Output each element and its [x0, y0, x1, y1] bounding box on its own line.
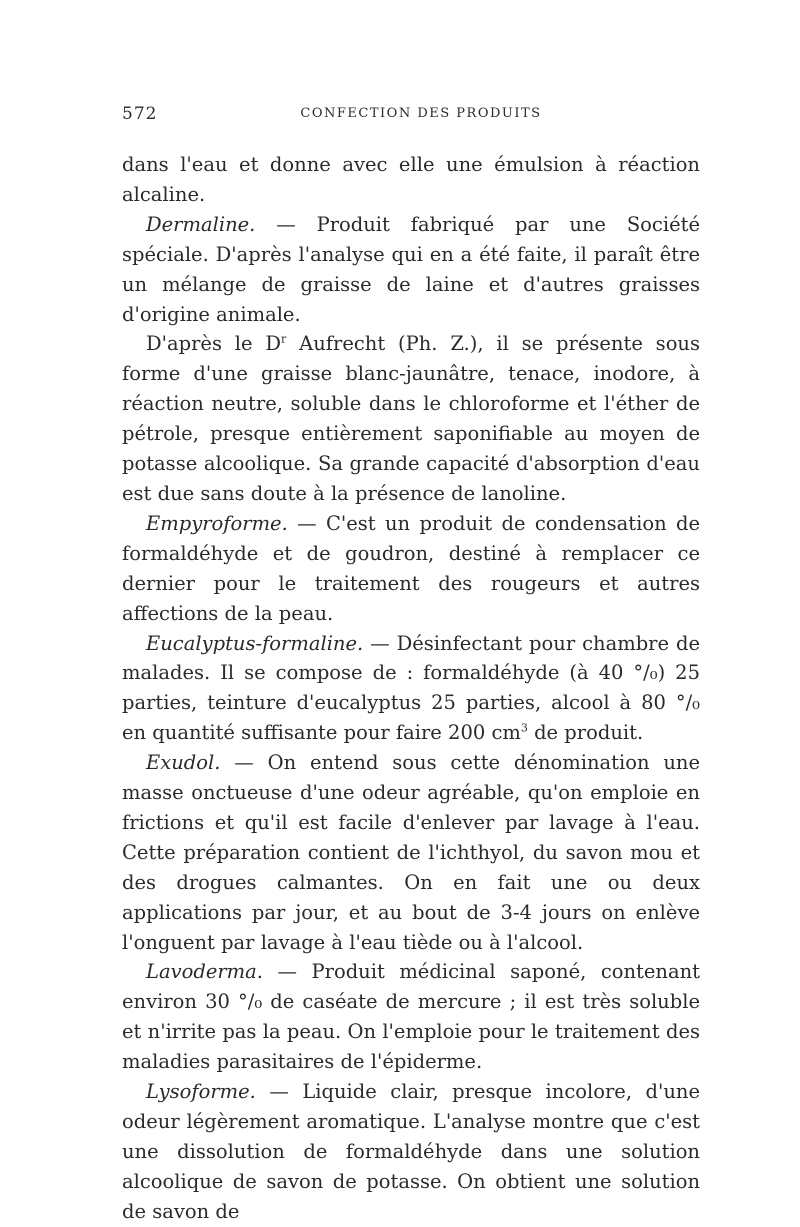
- entry-text: — Produit médicinal saponé, contenant environ 30 °/₀ de caséate de mercure ; il est très soluble et n'irrite pas la peau. On l'emploie pour le traitement des maladies parasitaires de l'épiderme.: [122, 960, 700, 1074]
- paragraph-text: dans l'eau et donne avec elle une émulsion à réaction alcaline.: [122, 153, 700, 206]
- entry-empyroforme: [122, 509, 700, 629]
- running-head: CONFECTION DES PRODUITS: [300, 106, 542, 121]
- entry-text: — C'est un produit de condensation de formaldéhyde et de goudron, destiné à remplacer ce dernier pour le traitement des rougeurs et autres affections de la peau.: [122, 511, 700, 625]
- page-number: 572: [122, 104, 158, 124]
- body-text: [122, 150, 700, 1227]
- superscript: r: [281, 332, 287, 346]
- paragraph-text: D'après le D: [146, 332, 282, 356]
- book-page: [122, 104, 700, 1227]
- paragraph-aufrecht: [122, 329, 700, 508]
- entry-dermaline: [122, 210, 700, 330]
- entry-eucalyptus-formaline: [122, 629, 700, 749]
- entry-term: Empyroforme.: [146, 511, 288, 535]
- superscript: 3: [520, 721, 528, 735]
- entry-text: — Produit fabriqué par une Société spéciale. D'après l'analyse qui en a été faite, il paraît être un mélange de graisse de laine et d'autres graisses d'origine animale.: [122, 212, 700, 326]
- entry-term: Lavoderma.: [146, 960, 263, 984]
- entry-text-cont: de produit.: [527, 721, 644, 745]
- entry-text: — Désinfectant pour chambre de malades. Il se compose de : formaldéhyde (à 40 °/₀) 25 parties, teinture d'eucalyptus 25 parties, alcool à 80 °/₀ en quantité suffisante pour faire 200 cm: [122, 631, 700, 745]
- entry-term: Dermaline.: [146, 212, 256, 236]
- page-header: [122, 104, 700, 128]
- paragraph-continuation: [122, 150, 700, 210]
- entry-text: — On entend sous cette dénomination une masse onctueuse d'une odeur agréable, qu'on emploie en frictions et qu'il est facile d'enlever par lavage à l'eau. Cette préparation contient de l'ichthyol, du savon mou et des drogues calmantes. On en fait une ou deux applications par jour, et au bout de 3-4 jours on enlève l'onguent par lavage à l'eau tiède ou à l'alcool.: [122, 751, 700, 954]
- entry-term: Eucalyptus-formaline.: [146, 631, 364, 655]
- entry-text: — Liquide clair, presque incolore, d'une odeur légèrement aromatique. L'analyse montre que c'est une dissolution de formaldéhyde dans une solution alcoolique de savon de potasse. On obtient une solution de savon de: [122, 1080, 700, 1223]
- entry-lysoforme: [122, 1077, 700, 1227]
- entry-term: Lysoforme.: [146, 1080, 256, 1104]
- entry-lavoderma: [122, 957, 700, 1077]
- entry-term: Exudol.: [146, 751, 221, 775]
- paragraph-text-cont: Aufrecht (Ph. Z.), il se présente sous forme d'une graisse blanc-jaunâtre, tenace, inodore, à réaction neutre, soluble dans le chloroforme et l'éther de pétrole, presque entièrement saponifiable au moyen de potasse alcoolique. Sa grande capacité d'absorption d'eau est due sans doute à la présence de lanoline.: [122, 332, 700, 505]
- entry-exudol: [122, 748, 700, 957]
